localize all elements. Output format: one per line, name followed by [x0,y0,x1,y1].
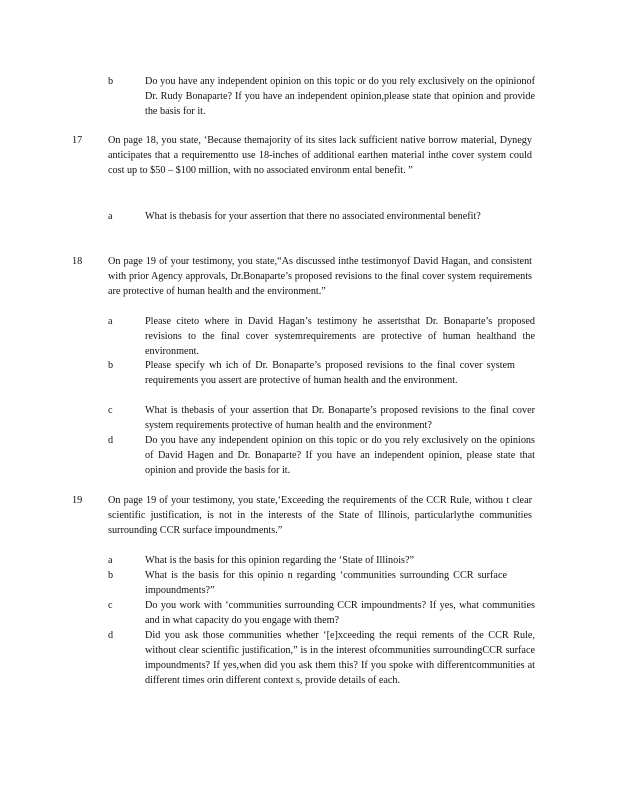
sub-question-text: Did you ask those communities whether ‘[e]xceeding the requi rements of the CCR Rule, without clear scientific justification,” is in the interest ofcommunities surroundingCCR surface impoundments? If yes,when did you ask them this? If you spoke with differentcommunities at different times orin different context s, provide details of each. [145,630,535,686]
sub-question-text: What is thebasis of your assertion that Dr. Bonaparte’s proposed revisions to the final cover system requirements protective of human health and the environment? [145,405,535,431]
sub-label: a [108,211,113,222]
question-number: 19 [72,495,83,506]
sub-label: c [108,600,113,611]
sub-question-text: Please citeto where in David Hagan’s testimony he assertsthat Dr. Bonaparte’s proposed revisions to the final cover systemrequirements are protective of human healthand the environment. [145,316,535,357]
sub-question-text: Do you have any independent opinion on this topic or do you rely exclusively on the opinions of David Hagen and Dr. Bonaparte? If you have an independent opinion, please state that opinion and provide the basis for it. [145,435,535,476]
sub-question-text: What is the basis for this opinio n regarding ‘communities surrounding CCR surface impoundments?” [145,570,507,596]
sub-label: c [108,405,113,416]
sub-question-text: What is the basis for this opinion regarding the ‘State of Illinois?” [145,555,415,566]
sub-question-text: Do you work with ‘communities surrounding CCR impoundments? If yes, what communities and in what capacity do you engage with them? [145,600,535,626]
sub-label: b [108,570,114,581]
sub-label: d [108,630,114,641]
sub-label: b [108,360,114,371]
sub-label: d [108,435,114,446]
sub-question-text: Please specify wh ich of Dr. Bonaparte’s proposed revisions to the final cover system requirements you assert are protective of human health and the environment. [145,360,515,386]
question-number: 18 [72,256,83,267]
sub-question-text: Do you have any independent opinion on this topic or do you rely exclusively on the opinionof Dr. Rudy Bonaparte? If you have an independent opinion,please state that opinion and provide the basis for it. [145,76,535,117]
question-number: 17 [72,135,83,146]
sub-label: a [108,316,113,327]
sub-question-text: What is thebasis for your assertion that there no associated environmental benefit? [145,211,481,222]
question-text: On page 19 of your testimony, you state,“As discussed inthe testimonyof David Hagan, and consistent with prior Agency approvals, Dr.Bonaparte’s proposed revisions to the final cover system requirements are protective of human health and the environment.” [108,256,532,297]
sub-label: b [108,76,114,87]
sub-label: a [108,555,113,566]
question-text: On page 18, you state, ‘Because themajority of its sites lack sufficient native borrow material, Dynegy anticipates that a requirementto use 18-inches of additional earthen material inthe cover system could cost up to $50 – $100 million, with no associated environm ental benefit. ” [108,135,532,176]
question-text: On page 19 of your testimony, you state,‘Exceeding the requirements of the CCR Rule, withou t clear scientific justification, is not in the interests of the State of Illinois, particularlythe communities surrounding CCR surface impoundments.” [108,495,532,536]
